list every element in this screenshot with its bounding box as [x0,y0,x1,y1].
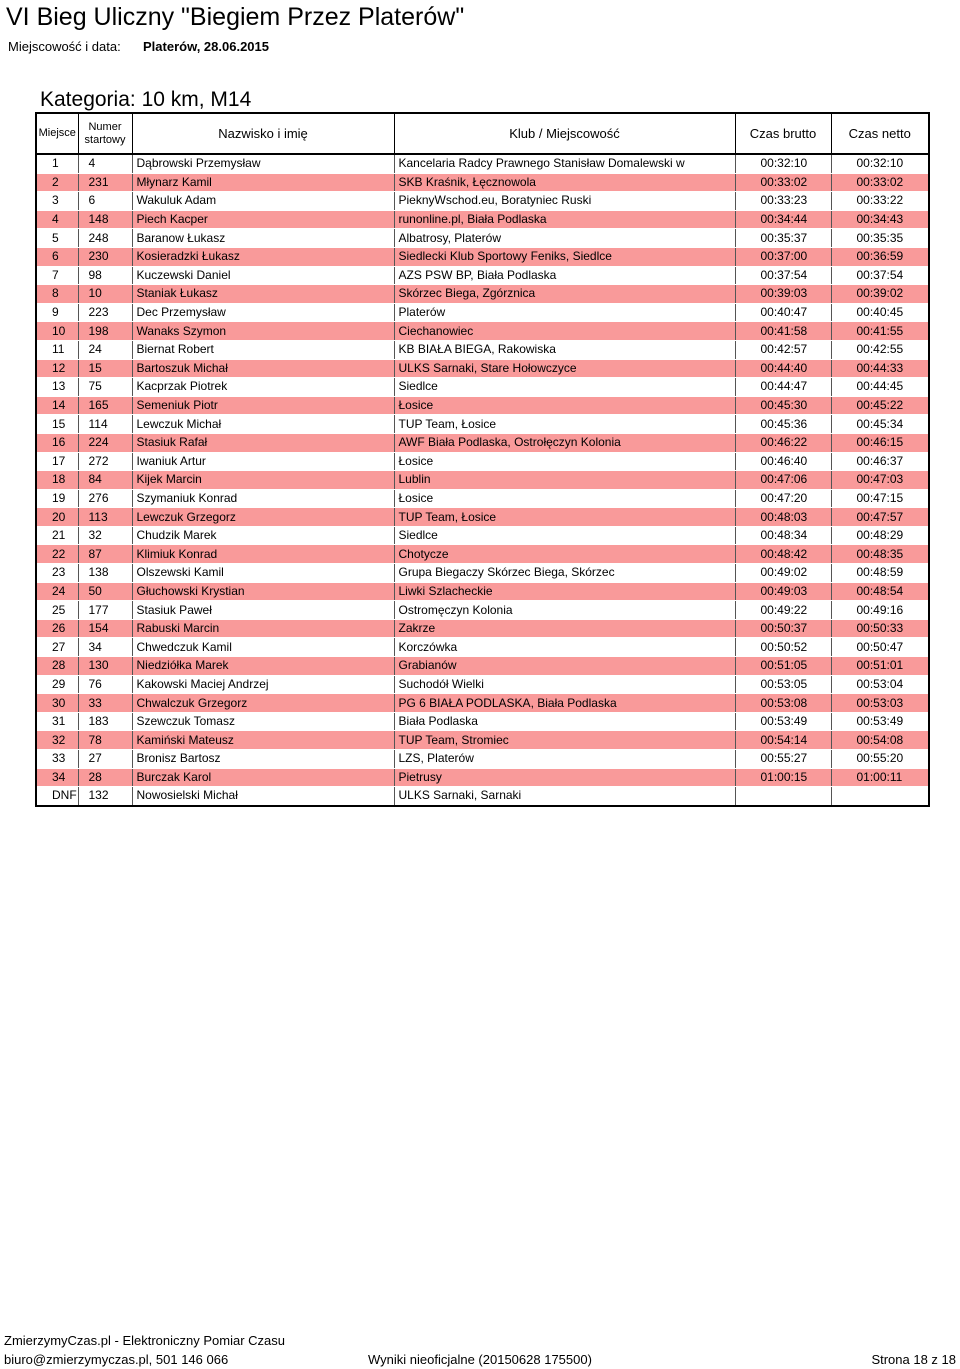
table-row [36,545,929,564]
cell-club: Łosice [394,489,735,508]
cell-net-time: 00:44:45 [831,378,929,397]
cell-name: Biernat Robert [132,340,394,359]
cell-name: Stasiuk Rafał [132,433,394,452]
cell-club: Grabianów [394,657,735,676]
table-header-row [36,113,929,154]
cell-club: KB BIAŁA BIEGA, Rakowiska [394,340,735,359]
cell-net-time: 00:51:01 [831,657,929,676]
table-row [36,750,929,769]
cell-place: 24 [36,582,78,601]
table-row [36,433,929,452]
cell-gross-time [735,787,831,806]
cell-name: Kamiński Mateusz [132,731,394,750]
cell-name: Baranow Łukasz [132,229,394,248]
cell-bib: 230 [78,247,132,266]
footer-company: ZmierzymyCzas.pl - Elektroniczny Pomiar Czasu [4,1333,286,1348]
cell-gross-time: 00:49:02 [735,564,831,583]
cell-bib: 272 [78,452,132,471]
location-date-value: Platerów, 28.06.2015 [143,39,269,54]
cell-place: 34 [36,768,78,787]
cell-net-time: 00:48:35 [831,545,929,564]
cell-place: 19 [36,489,78,508]
cell-bib: 130 [78,657,132,676]
cell-net-time: 00:50:33 [831,619,929,638]
table-row [36,675,929,694]
cell-bib: 84 [78,471,132,490]
table-row [36,266,929,285]
table-row [36,787,929,806]
cell-club: Suchodół Wielki [394,675,735,694]
cell-club: Ciechanowiec [394,322,735,341]
table-row [36,285,929,304]
cell-place: 20 [36,508,78,527]
cell-bib: 76 [78,675,132,694]
table-row [36,173,929,192]
cell-place: 21 [36,526,78,545]
cell-net-time: 00:47:57 [831,508,929,527]
cell-gross-time: 00:42:57 [735,340,831,359]
footer-contact: biuro@zmierzymyczas.pl, 501 146 066 [4,1352,229,1367]
cell-net-time: 00:55:20 [831,750,929,769]
cell-place: 12 [36,359,78,378]
cell-place: 14 [36,396,78,415]
cell-name: Nowosielski Michał [132,787,394,806]
cell-club: Liwki Szlacheckie [394,582,735,601]
cell-gross-time: 00:35:37 [735,229,831,248]
cell-place: DNF [36,787,78,806]
cell-bib: 248 [78,229,132,248]
cell-name: Bartoszuk Michał [132,359,394,378]
cell-name: Iwaniuk Artur [132,452,394,471]
cell-club: Łosice [394,452,735,471]
cell-club: TUP Team, Łosice [394,508,735,527]
results-table [35,112,930,807]
cell-bib: 10 [78,285,132,304]
cell-club: Siedlce [394,378,735,397]
cell-net-time: 00:48:59 [831,564,929,583]
cell-net-time: 00:47:03 [831,471,929,490]
table-row [36,601,929,620]
cell-gross-time: 00:55:27 [735,750,831,769]
cell-club: Zakrze [394,619,735,638]
cell-net-time: 00:53:49 [831,712,929,731]
cell-bib: 154 [78,619,132,638]
cell-net-time: 00:53:03 [831,694,929,713]
cell-name: Kuczewski Daniel [132,266,394,285]
cell-name: Lewczuk Grzegorz [132,508,394,527]
table-row [36,694,929,713]
cell-net-time: 00:35:35 [831,229,929,248]
cell-club: runonline.pl, Biała Podlaska [394,210,735,229]
results-body [36,154,929,806]
cell-club: Siedlecki Klub Sportowy Feniks, Siedlce [394,247,735,266]
cell-name: Burczak Karol [132,768,394,787]
table-row [36,489,929,508]
cell-place: 33 [36,750,78,769]
col-header-name: Nazwisko i imię [132,113,394,154]
cell-place: 11 [36,340,78,359]
cell-bib: 138 [78,564,132,583]
table-row [36,471,929,490]
cell-net-time: 00:45:34 [831,415,929,434]
cell-gross-time: 00:48:34 [735,526,831,545]
cell-club: Kancelaria Radcy Prawnego Stanisław Domalewski w [394,154,735,173]
category-heading: Kategoria: 10 km, M14 [40,88,252,111]
cell-gross-time: 00:33:23 [735,192,831,211]
cell-gross-time: 00:37:00 [735,247,831,266]
cell-gross-time: 00:41:58 [735,322,831,341]
cell-bib: 177 [78,601,132,620]
table-row [36,526,929,545]
col-header-club: Klub / Miejscowość [394,113,735,154]
cell-place: 4 [36,210,78,229]
col-header-net-time: Czas netto [831,113,929,154]
cell-club: ULKS Sarnaki, Stare Hołowczyce [394,359,735,378]
cell-place: 29 [36,675,78,694]
cell-club: ULKS Sarnaki, Sarnaki [394,787,735,806]
cell-name: Chwalczuk Grzegorz [132,694,394,713]
cell-name: Wanaks Szymon [132,322,394,341]
col-header-gross-time: Czas brutto [735,113,831,154]
cell-club: Grupa Biegaczy Skórzec Biega, Skórzec [394,564,735,583]
cell-name: Głuchowski Krystian [132,582,394,601]
cell-gross-time: 00:32:10 [735,154,831,173]
cell-gross-time: 00:47:06 [735,471,831,490]
cell-club: Biała Podlaska [394,712,735,731]
cell-gross-time: 00:49:03 [735,582,831,601]
cell-place: 27 [36,638,78,657]
cell-place: 8 [36,285,78,304]
cell-name: Kakowski Maciej Andrzej [132,675,394,694]
cell-net-time: 00:53:04 [831,675,929,694]
cell-net-time: 00:50:47 [831,638,929,657]
col-header-bib: Numer startowy [78,113,132,154]
footer-status: Wyniki nieoficjalne (20150628 175500) [368,1352,592,1367]
cell-name: Szewczuk Tomasz [132,712,394,731]
cell-place: 16 [36,433,78,452]
table-row [36,229,929,248]
table-row [36,340,929,359]
cell-name: Kijek Marcin [132,471,394,490]
cell-gross-time: 00:50:52 [735,638,831,657]
cell-bib: 132 [78,787,132,806]
cell-name: Bronisz Bartosz [132,750,394,769]
cell-place: 5 [36,229,78,248]
cell-name: Kacprzak Piotrek [132,378,394,397]
cell-gross-time: 00:47:20 [735,489,831,508]
cell-net-time: 00:42:55 [831,340,929,359]
table-row [36,210,929,229]
table-row [36,564,929,583]
cell-net-time: 00:44:33 [831,359,929,378]
cell-place: 31 [36,712,78,731]
cell-net-time: 00:49:16 [831,601,929,620]
cell-club: TUP Team, Stromiec [394,731,735,750]
cell-gross-time: 01:00:15 [735,768,831,787]
cell-club: Ostromęczyn Kolonia [394,601,735,620]
cell-gross-time: 00:40:47 [735,303,831,322]
cell-club: Korczówka [394,638,735,657]
cell-name: Piech Kacper [132,210,394,229]
cell-place: 30 [36,694,78,713]
cell-net-time: 00:40:45 [831,303,929,322]
cell-gross-time: 00:44:47 [735,378,831,397]
cell-gross-time: 00:46:40 [735,452,831,471]
cell-bib: 78 [78,731,132,750]
cell-gross-time: 00:51:05 [735,657,831,676]
cell-gross-time: 00:53:49 [735,712,831,731]
table-row [36,415,929,434]
cell-net-time: 00:41:55 [831,322,929,341]
cell-name: Chudzik Marek [132,526,394,545]
cell-name: Chwedczuk Kamil [132,638,394,657]
cell-bib: 34 [78,638,132,657]
cell-place: 9 [36,303,78,322]
cell-name: Niedziółka Marek [132,657,394,676]
cell-bib: 114 [78,415,132,434]
cell-gross-time: 00:39:03 [735,285,831,304]
cell-bib: 75 [78,378,132,397]
cell-name: Dec Przemysław [132,303,394,322]
cell-club: LZS, Platerów [394,750,735,769]
cell-gross-time: 00:46:22 [735,433,831,452]
cell-net-time: 00:48:54 [831,582,929,601]
cell-bib: 223 [78,303,132,322]
cell-place: 6 [36,247,78,266]
table-row [36,452,929,471]
cell-place: 3 [36,192,78,211]
cell-net-time: 00:47:15 [831,489,929,508]
table-row [36,712,929,731]
cell-net-time: 00:37:54 [831,266,929,285]
cell-net-time: 00:54:08 [831,731,929,750]
cell-name: Stasiuk Paweł [132,601,394,620]
cell-bib: 4 [78,154,132,173]
table-row [36,247,929,266]
cell-net-time: 00:48:29 [831,526,929,545]
cell-place: 7 [36,266,78,285]
cell-club: Platerów [394,303,735,322]
cell-gross-time: 00:37:54 [735,266,831,285]
cell-bib: 98 [78,266,132,285]
cell-net-time: 01:00:11 [831,768,929,787]
table-row [36,731,929,750]
cell-place: 22 [36,545,78,564]
cell-bib: 15 [78,359,132,378]
cell-place: 25 [36,601,78,620]
cell-name: Wakuluk Adam [132,192,394,211]
cell-net-time: 00:33:02 [831,173,929,192]
cell-bib: 148 [78,210,132,229]
location-date-label: Miejscowość i data: [8,39,121,54]
cell-bib: 27 [78,750,132,769]
table-row [36,768,929,787]
cell-name: Klimiuk Konrad [132,545,394,564]
cell-gross-time: 00:45:30 [735,396,831,415]
cell-club: Siedlce [394,526,735,545]
cell-net-time: 00:36:59 [831,247,929,266]
cell-name: Młynarz Kamil [132,173,394,192]
cell-gross-time: 00:44:40 [735,359,831,378]
cell-club: Łosice [394,396,735,415]
cell-place: 26 [36,619,78,638]
cell-gross-time: 00:50:37 [735,619,831,638]
cell-bib: 224 [78,433,132,452]
cell-net-time: 00:33:22 [831,192,929,211]
cell-club: Skórzec Biega, Zgórznica [394,285,735,304]
table-row [36,619,929,638]
cell-name: Lewczuk Michał [132,415,394,434]
cell-club: AWF Biała Podlaska, Ostrołęczyn Kolonia [394,433,735,452]
cell-bib: 165 [78,396,132,415]
table-row [36,657,929,676]
cell-place: 18 [36,471,78,490]
cell-name: Szymaniuk Konrad [132,489,394,508]
cell-club: Chotycze [394,545,735,564]
cell-bib: 198 [78,322,132,341]
cell-bib: 276 [78,489,132,508]
cell-club: AZS PSW BP, Biała Podlaska [394,266,735,285]
cell-bib: 28 [78,768,132,787]
table-row [36,303,929,322]
cell-bib: 6 [78,192,132,211]
table-row [36,638,929,657]
cell-club: PieknyWschod.eu, Boratyniec Ruski [394,192,735,211]
cell-gross-time: 00:49:22 [735,601,831,620]
cell-name: Dąbrowski Przemysław [132,154,394,173]
cell-bib: 50 [78,582,132,601]
cell-gross-time: 00:54:14 [735,731,831,750]
cell-club: PG 6 BIAŁA PODLASKA, Biała Podlaska [394,694,735,713]
cell-place: 17 [36,452,78,471]
cell-gross-time: 00:48:42 [735,545,831,564]
cell-gross-time: 00:53:05 [735,675,831,694]
cell-net-time: 00:46:15 [831,433,929,452]
cell-bib: 231 [78,173,132,192]
cell-name: Semeniuk Piotr [132,396,394,415]
cell-club: Pietrusy [394,768,735,787]
cell-gross-time: 00:53:08 [735,694,831,713]
table-row [36,582,929,601]
cell-name: Staniak Łukasz [132,285,394,304]
footer-page-number: Strona 18 z 18 [871,1352,956,1367]
cell-bib: 183 [78,712,132,731]
cell-net-time: 00:32:10 [831,154,929,173]
cell-place: 28 [36,657,78,676]
cell-net-time: 00:46:37 [831,452,929,471]
cell-bib: 87 [78,545,132,564]
cell-place: 2 [36,173,78,192]
cell-name: Rabuski Marcin [132,619,394,638]
cell-club: Lublin [394,471,735,490]
cell-name: Olszewski Kamil [132,564,394,583]
cell-gross-time: 00:48:03 [735,508,831,527]
cell-gross-time: 00:33:02 [735,173,831,192]
cell-name: Kosieradzki Łukasz [132,247,394,266]
cell-place: 23 [36,564,78,583]
cell-bib: 113 [78,508,132,527]
cell-club: Albatrosy, Platerów [394,229,735,248]
cell-gross-time: 00:34:44 [735,210,831,229]
cell-place: 13 [36,378,78,397]
cell-bib: 32 [78,526,132,545]
cell-club: SKB Kraśnik, Łęcznowola [394,173,735,192]
cell-net-time [831,787,929,806]
table-row [36,396,929,415]
table-row [36,378,929,397]
table-row [36,322,929,341]
cell-bib: 24 [78,340,132,359]
page-title: VI Bieg Uliczny "Biegiem Przez Platerów" [6,3,465,31]
cell-net-time: 00:45:22 [831,396,929,415]
cell-net-time: 00:39:02 [831,285,929,304]
cell-place: 10 [36,322,78,341]
cell-bib: 33 [78,694,132,713]
cell-gross-time: 00:45:36 [735,415,831,434]
table-row [36,508,929,527]
cell-net-time: 00:34:43 [831,210,929,229]
table-row [36,359,929,378]
col-header-place: Miejsce [36,113,78,154]
cell-club: TUP Team, Łosice [394,415,735,434]
cell-place: 32 [36,731,78,750]
cell-place: 15 [36,415,78,434]
table-row [36,192,929,211]
cell-place: 1 [36,154,78,173]
table-row [36,154,929,173]
